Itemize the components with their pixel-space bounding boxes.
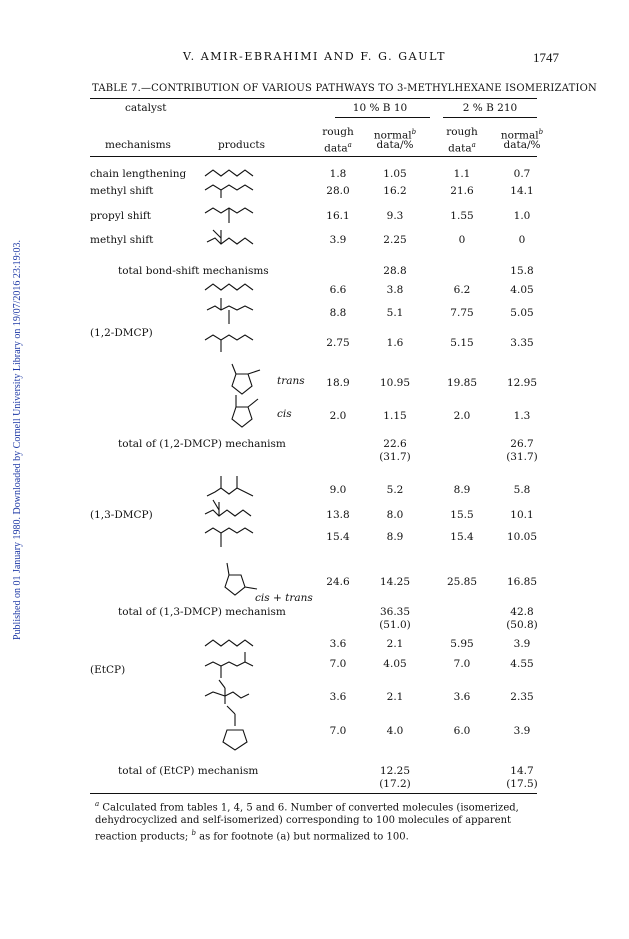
- row-label-methyl-shift: methyl shift: [90, 185, 154, 197]
- cis-tag: cis: [277, 408, 292, 420]
- cell: 10.05: [506, 531, 538, 543]
- cell: 6.6: [329, 284, 347, 296]
- cell: 22.6: [383, 438, 407, 450]
- cell: 5.05: [510, 307, 534, 319]
- cell: 5.2: [386, 484, 404, 496]
- cis-1,2-dimethylcyclopentane-structure: [222, 393, 267, 431]
- cell: 4.05: [510, 284, 534, 296]
- row-label-total-bond-shift: total bond-shift mechanisms: [118, 265, 269, 277]
- row-label-total-1-2-dmcp: total of (1,2-DMCP) mechanism: [118, 438, 286, 450]
- cell: 3.6: [453, 691, 471, 703]
- mechanisms-header: mechanisms: [105, 139, 171, 151]
- cell: 5.95: [450, 638, 474, 650]
- cell: 25.85: [446, 576, 478, 588]
- cell: 6.2: [453, 284, 471, 296]
- cell: 8.9: [386, 531, 404, 543]
- cell: 10.1: [510, 509, 534, 521]
- cell: 14.7: [510, 765, 534, 777]
- cell: 14.1: [510, 185, 534, 197]
- row-label-total-etcp: total of (EtCP) mechanism: [118, 765, 259, 777]
- 3-methylhexane-structure-2: [205, 650, 255, 680]
- cell: 1.05: [383, 168, 407, 180]
- footnote-mark-a: a: [95, 800, 100, 808]
- cell: 0: [518, 234, 526, 246]
- cell: 7.75: [450, 307, 474, 319]
- 2-methylhexane-structure-3: [205, 498, 255, 524]
- cell: 8.0: [386, 509, 404, 521]
- row-label-propyl-shift: propyl shift: [90, 210, 152, 222]
- cell: 15.4: [450, 531, 474, 543]
- 2-methylhexane-structure-2: [205, 330, 255, 354]
- cell: 16.1: [326, 210, 350, 222]
- cell: 12.95: [506, 377, 538, 389]
- footnote-mark-b: b: [191, 829, 196, 838]
- cell: 28.0: [326, 185, 350, 197]
- cell: 1.8: [329, 168, 347, 180]
- col2-header-bottom: data/%: [376, 139, 414, 151]
- row-label-chain-lengthening: chain lengthening: [90, 168, 187, 180]
- cell: 10.95: [379, 377, 411, 389]
- 2,3-dimethylpentane-structure: [205, 298, 255, 328]
- row-label-1-3-dmcp: (1,3-DMCP): [90, 509, 153, 521]
- 3-ethylpentane-structure: [205, 226, 255, 252]
- products-header: products: [218, 139, 266, 151]
- cell: 3.6: [329, 691, 347, 703]
- sidebar-note[interactable]: Published on 01 January 1980. Downloaded by Cornell University Library on 19/07/2016 23:19:03.: [12, 240, 23, 640]
- cell: 1.55: [450, 210, 474, 222]
- cell: 18.9: [326, 377, 350, 389]
- row-label-etcp: (EtCP): [90, 664, 126, 676]
- col2-header-top: normal$^b$: [373, 128, 417, 142]
- cell: (17.2): [379, 778, 411, 790]
- cell: 0: [458, 234, 466, 246]
- cell: 8.9: [453, 484, 471, 496]
- col1-header-top: rough: [322, 126, 354, 138]
- col3-header-top: rough: [446, 126, 478, 138]
- heptane-structure: [205, 280, 260, 296]
- cell: 15.8: [510, 265, 534, 277]
- 2-methylhexane-structure: [205, 180, 255, 200]
- cell: 28.8: [383, 265, 407, 277]
- table-footnote: [95, 798, 535, 844]
- cell: 1.0: [513, 210, 531, 222]
- cell: 3.8: [386, 284, 404, 296]
- catalyst-2-rule: [443, 117, 537, 118]
- cell: (17.5): [506, 778, 538, 790]
- cell: 7.0: [453, 658, 471, 670]
- cell: 2.1: [386, 691, 404, 703]
- catalyst-1: 10 % B 10: [352, 102, 408, 114]
- table-bottom-rule: [90, 793, 537, 794]
- cell: (51.0): [379, 619, 411, 631]
- cell: 21.6: [450, 185, 474, 197]
- cell: 3.9: [513, 725, 531, 737]
- running-header: V. AMIR-EBRAHIMI AND F. G. GAULT: [182, 50, 447, 63]
- cell: 7.0: [329, 658, 347, 670]
- cell: 5.15: [450, 337, 474, 349]
- cell: 2.75: [326, 337, 350, 349]
- table-caption: TABLE 7.—CONTRIBUTION OF VARIOUS PATHWAYS TO 3-METHYLHEXANE ISOMERIZATION: [92, 83, 597, 94]
- cell: 1.3: [513, 410, 531, 422]
- cell: 1.6: [386, 337, 404, 349]
- cell: 15.4: [326, 531, 350, 543]
- cell: 42.8: [510, 606, 534, 618]
- cell: 1.15: [383, 410, 407, 422]
- cell: (50.8): [506, 619, 538, 631]
- cell: 4.55: [510, 658, 534, 670]
- catalyst-header: catalyst: [125, 102, 167, 114]
- cell: 16.2: [383, 185, 407, 197]
- col3-header-bottom: data$^a$: [448, 141, 476, 155]
- cell: 3.6: [329, 638, 347, 650]
- cell: 9.0: [329, 484, 347, 496]
- cell: (31.7): [506, 451, 538, 463]
- cell: 3.9: [513, 638, 531, 650]
- cell: 12.25: [379, 765, 411, 777]
- col4-header-top: normal$^b$: [500, 128, 544, 142]
- cell: 14.25: [379, 576, 411, 588]
- cell: 2.0: [453, 410, 471, 422]
- cell: 2.1: [386, 638, 404, 650]
- footnote-text-b: as for footnote (a) but normalized to 100.: [199, 831, 409, 843]
- cell: 13.8: [326, 509, 350, 521]
- cell: 9.3: [386, 210, 404, 222]
- cell: 26.7: [510, 438, 534, 450]
- cell: 5.8: [513, 484, 531, 496]
- cell: 1.1: [453, 168, 471, 180]
- trans-tag: trans: [277, 375, 305, 387]
- cell: 2.25: [383, 234, 407, 246]
- cell: 4.05: [383, 658, 407, 670]
- cell: 4.0: [386, 725, 404, 737]
- cell: 0.7: [513, 168, 531, 180]
- header-bottom-rule: [90, 156, 537, 157]
- 3-ethylpentane-structure-2: [205, 678, 255, 708]
- cell: (31.7): [379, 451, 411, 463]
- catalyst-1-rule: [335, 117, 430, 118]
- cell: 16.85: [506, 576, 538, 588]
- cell: 7.0: [329, 725, 347, 737]
- cell: 3.35: [510, 337, 534, 349]
- cell: 3.9: [329, 234, 347, 246]
- footnote-text-a: Calculated from tables 1, 4, 5 and 6. Number of converted molecules (isomerized, dehydrocyclized and self-isomerized) corresponding to 100 molecules of apparent reaction products;: [95, 802, 519, 843]
- cell: 8.8: [329, 307, 347, 319]
- cell: 6.0: [453, 725, 471, 737]
- cell: 2.35: [510, 691, 534, 703]
- row-label-total-1-3-dmcp: total of (1,3-DMCP) mechanism: [118, 606, 286, 618]
- cell: 36.35: [379, 606, 411, 618]
- 3-methylhexane-isomer-structure: [205, 203, 255, 227]
- page-number: 1747: [533, 50, 559, 65]
- cell: 19.85: [446, 377, 478, 389]
- cell: 2.0: [329, 410, 347, 422]
- cell: 24.6: [326, 576, 350, 588]
- row-label-1-2-dmcp: (1,2-DMCP): [90, 327, 153, 339]
- col4-header-bottom: data/%: [503, 139, 541, 151]
- ethylcyclopentane-structure: [215, 706, 255, 752]
- cis-trans-tag: cis + trans: [255, 592, 313, 604]
- row-label-methyl-shift-2: methyl shift: [90, 234, 154, 246]
- cell: 5.1: [386, 307, 404, 319]
- catalyst-2: 2 % B 210: [462, 102, 518, 114]
- col1-header-bottom: data$^a$: [324, 141, 352, 155]
- cell: 15.5: [450, 509, 474, 521]
- table-top-rule: [90, 98, 537, 99]
- 3-methylhexane-structure: [205, 523, 255, 549]
